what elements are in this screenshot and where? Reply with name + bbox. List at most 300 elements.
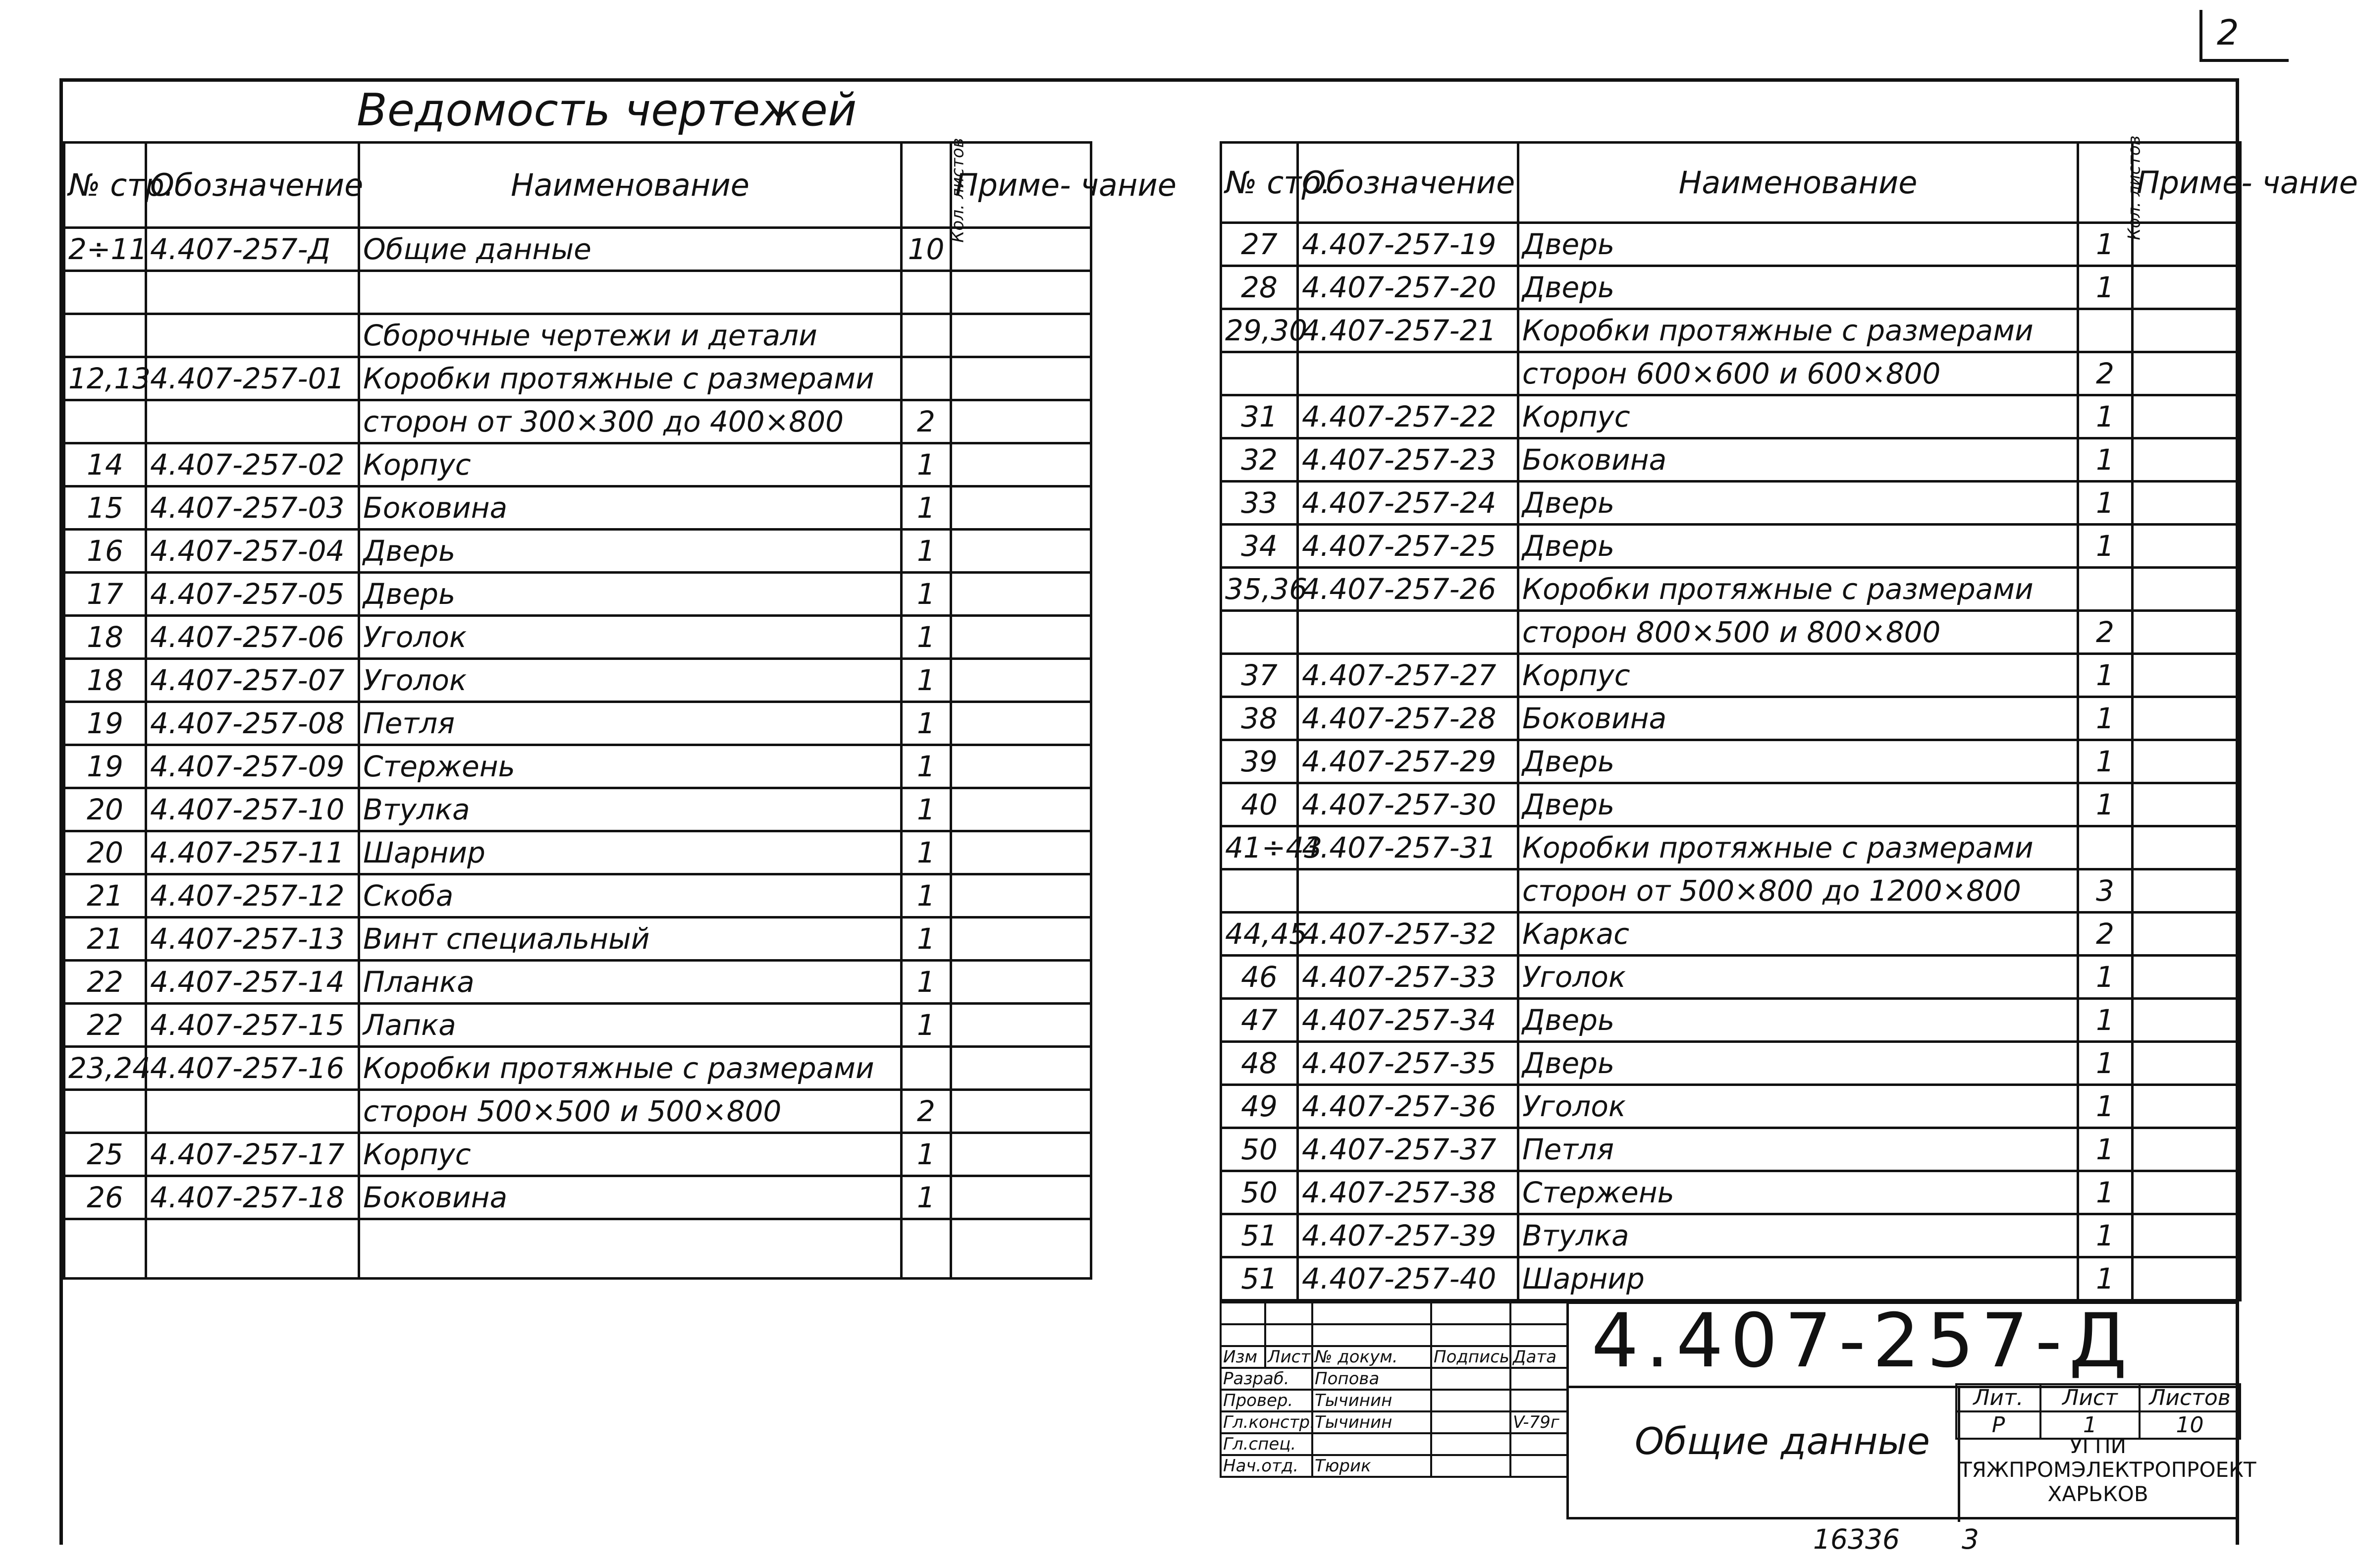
col-page: № стр. [64, 143, 146, 228]
table-row [1221, 482, 2241, 525]
table-row [64, 918, 1091, 961]
row-designation: 4.407-257-32 [1298, 913, 1518, 956]
table-row [1221, 740, 2241, 783]
row-sheets: 1 [902, 918, 951, 961]
row-name: Уголок [1518, 1085, 2078, 1128]
stamp-role: Провер. [1221, 1390, 1312, 1411]
stamp-change: Изм [1221, 1346, 1265, 1368]
table-row [1221, 1085, 2241, 1128]
row-designation: 4.407-257-14 [146, 961, 359, 1004]
row-designation: 4.407-257-01 [146, 357, 359, 400]
row-designation: 4.407-257-04 [146, 530, 359, 573]
row-note [951, 1004, 1091, 1047]
row-sheets: 1 [2078, 956, 2133, 999]
col-designation: Обозначение [146, 143, 359, 228]
row-page: 16 [64, 530, 146, 573]
row-note [2133, 697, 2241, 740]
table-row [1221, 568, 2241, 611]
row-sheets [2078, 309, 2133, 352]
row-designation: 4.407-257-24 [1298, 482, 1518, 525]
row-page: 44,45 [1221, 913, 1298, 956]
stamp-role-row [1221, 1455, 1567, 1477]
row-note [2133, 266, 2241, 309]
stage-label: Лит. [1956, 1384, 2040, 1411]
row-designation: 4.407-257-26 [1298, 568, 1518, 611]
row-sheets: 1 [902, 831, 951, 874]
row-note [2133, 999, 2241, 1042]
row-page [64, 271, 146, 314]
row-note [951, 1090, 1091, 1133]
table-row [64, 659, 1091, 702]
table-row [64, 228, 1091, 271]
row-sheets: 1 [2078, 697, 2133, 740]
row-note [951, 487, 1091, 530]
row-name: сторон 500×500 и 500×800 [359, 1090, 902, 1133]
row-note [951, 918, 1091, 961]
sheet-number-corner [2199, 10, 2289, 62]
table-row [1221, 223, 2241, 266]
row-note [951, 831, 1091, 874]
stamp-date-cell: V-79г [1510, 1411, 1567, 1433]
row-page: 22 [64, 1004, 146, 1047]
row-sheets: 1 [902, 745, 951, 788]
row-page: 18 [64, 659, 146, 702]
row-note [951, 961, 1091, 1004]
stamp-date-cell [1510, 1455, 1567, 1477]
row-note [2133, 395, 2241, 438]
table-row [1221, 1257, 2241, 1300]
drawings-table-left [63, 138, 1177, 1280]
row-note [951, 874, 1091, 918]
row-sheets: 2 [902, 1090, 951, 1133]
row-name: Дверь [359, 573, 902, 616]
row-page: 29,30 [1221, 309, 1298, 352]
stamp-blank-row [1221, 1302, 1567, 1324]
row-designation: 4.407-257-39 [1298, 1214, 1518, 1257]
row-note [2133, 1128, 2241, 1171]
row-page [1221, 869, 1298, 913]
row-note [951, 271, 1091, 314]
row-designation: 4.407-257-11 [146, 831, 359, 874]
row-page: 49 [1221, 1085, 1298, 1128]
row-sheets: 1 [2078, 395, 2133, 438]
row-name: Шарнир [359, 831, 902, 874]
table-row [64, 788, 1091, 831]
row-designation: 4.407-257-02 [146, 443, 359, 487]
row-sheets: 2 [2078, 352, 2133, 395]
row-note [2133, 913, 2241, 956]
col-sheets: Кол. листов [902, 143, 951, 228]
stamp-signature-cell [1431, 1390, 1510, 1411]
row-sheets: 1 [902, 788, 951, 831]
col-page: № стр. [1221, 143, 1298, 223]
drawings-table-right [1220, 135, 2358, 1301]
stage-value: Р [1956, 1411, 2040, 1439]
stamp-role-row [1221, 1390, 1567, 1411]
col-note: Приме- чание [951, 143, 1091, 228]
row-designation: 4.407-257-23 [1298, 438, 1518, 482]
row-designation: 4.407-257-29 [1298, 740, 1518, 783]
stamp-header-row [1221, 1346, 1567, 1368]
stamp-signature: Подпись [1431, 1346, 1510, 1368]
row-name: Шарнир [1518, 1257, 2078, 1300]
row-sheets: 1 [902, 1176, 951, 1219]
row-name: Боковина [1518, 438, 2078, 482]
row-designation [1298, 869, 1518, 913]
stamp-date: Дата [1510, 1346, 1567, 1368]
row-designation [1298, 352, 1518, 395]
document-name: Общие данные [1635, 1419, 1930, 1463]
row-sheets: 1 [902, 1004, 951, 1047]
row-note [2133, 438, 2241, 482]
row-designation: 4.407-257-34 [1298, 999, 1518, 1042]
table-row [1221, 1171, 2241, 1214]
row-designation: 4.407-257-17 [146, 1133, 359, 1176]
stamp-date-cell [1510, 1368, 1567, 1390]
stage-table [1955, 1383, 2241, 1440]
row-sheets: 2 [2078, 913, 2133, 956]
row-sheets: 1 [902, 659, 951, 702]
row-note [951, 702, 1091, 745]
row-designation: 4.407-257-33 [1298, 956, 1518, 999]
row-name: Боковина [359, 1176, 902, 1219]
row-designation [146, 400, 359, 443]
table-row [1221, 1214, 2241, 1257]
table-row [1221, 869, 2241, 913]
table-row [64, 745, 1091, 788]
row-designation [1298, 611, 1518, 654]
row-sheets: 1 [2078, 1214, 2133, 1257]
row-sheets: 1 [902, 702, 951, 745]
row-page: 40 [1221, 783, 1298, 826]
row-name: Корпус [359, 443, 902, 487]
row-note [951, 616, 1091, 659]
row-sheets [2078, 826, 2133, 869]
row-note [951, 1176, 1091, 1219]
table-row-empty [64, 1219, 1091, 1279]
table-row [64, 487, 1091, 530]
row-note [2133, 1085, 2241, 1128]
organization-name: УГПИ ТЯЖПРОМЭЛЕКТРОПРОЕКТ ХАРЬКОВ [1959, 1434, 2256, 1506]
row-designation: 4.407-257-20 [1298, 266, 1518, 309]
stamp-role-row [1221, 1411, 1567, 1433]
row-page: 26 [64, 1176, 146, 1219]
row-designation: 4.407-257-06 [146, 616, 359, 659]
row-designation: 4.407-257-22 [1298, 395, 1518, 438]
row-name: Коробки протяжные с размерами [1518, 826, 2078, 869]
row-note [2133, 740, 2241, 783]
row-note [2133, 223, 2241, 266]
table-row [1221, 913, 2241, 956]
row-page: 51 [1221, 1257, 1298, 1300]
row-page: 32 [1221, 438, 1298, 482]
table-row [1221, 826, 2241, 869]
row-sheets: 1 [2078, 223, 2133, 266]
col-sheets: Кол. листов [2078, 143, 2133, 223]
table-row [1221, 309, 2241, 352]
row-sheets [902, 357, 951, 400]
row-page: 33 [1221, 482, 1298, 525]
stamp-role: Разраб. [1221, 1368, 1312, 1390]
row-note [2133, 568, 2241, 611]
row-name: Корпус [359, 1133, 902, 1176]
table-row [1221, 611, 2241, 654]
row-designation [146, 314, 359, 357]
row-name: Дверь [1518, 482, 2078, 525]
row-page: 15 [64, 487, 146, 530]
row-name: Дверь [1518, 223, 2078, 266]
row-sheets: 1 [2078, 740, 2133, 783]
table-row [64, 400, 1091, 443]
row-sheets: 1 [902, 616, 951, 659]
row-note [951, 314, 1091, 357]
stamp-role-row [1221, 1368, 1567, 1390]
table-row [64, 702, 1091, 745]
table-row [1221, 525, 2241, 568]
row-sheets: 1 [2078, 266, 2133, 309]
table-row [64, 357, 1091, 400]
row-designation: 4.407-257-08 [146, 702, 359, 745]
table-row [1221, 266, 2241, 309]
row-sheets: 1 [902, 1133, 951, 1176]
row-note [2133, 869, 2241, 913]
row-note [951, 357, 1091, 400]
row-name: Стержень [1518, 1171, 2078, 1214]
sheet-label: Лист [2040, 1384, 2140, 1411]
row-name: Втулка [359, 788, 902, 831]
table-row [1221, 654, 2241, 697]
row-name: Коробки протяжные с размерами [1518, 309, 2078, 352]
table-row [64, 874, 1091, 918]
table-row [64, 530, 1091, 573]
table-row [1221, 1042, 2241, 1085]
stamp-role: Нач.отд. [1221, 1455, 1312, 1477]
stamp-blank-row [1221, 1324, 1567, 1346]
table-row [1221, 999, 2241, 1042]
row-page [64, 314, 146, 357]
row-name: Сборочные чертежи и детали [359, 314, 902, 357]
row-name: Коробки протяжные с размерами [1518, 568, 2078, 611]
row-page: 17 [64, 573, 146, 616]
row-page: 27 [1221, 223, 1298, 266]
row-name: Дверь [1518, 783, 2078, 826]
row-sheets: 10 [902, 228, 951, 271]
row-name: Коробки протяжные с размерами [359, 357, 902, 400]
row-sheets [902, 1047, 951, 1090]
table-row [64, 443, 1091, 487]
row-designation: 4.407-257-07 [146, 659, 359, 702]
row-name: Корпус [1518, 395, 2078, 438]
row-designation: 4.407-257-13 [146, 918, 359, 961]
row-sheets: 1 [2078, 1128, 2133, 1171]
stamp-role: Гл.спец. [1221, 1433, 1312, 1455]
row-note [951, 1047, 1091, 1090]
table-row [1221, 352, 2241, 395]
row-name: Дверь [359, 530, 902, 573]
row-name: сторон 600×600 и 600×800 [1518, 352, 2078, 395]
row-name: Уголок [359, 616, 902, 659]
row-note [951, 1133, 1091, 1176]
stamp-person: Тюрик [1312, 1455, 1431, 1477]
row-page: 38 [1221, 697, 1298, 740]
stamp-signature-grid [1220, 1301, 1568, 1478]
row-note [951, 228, 1091, 271]
row-sheets: 1 [902, 874, 951, 918]
row-sheets: 1 [2078, 1085, 2133, 1128]
row-page: 35,36 [1221, 568, 1298, 611]
table-row [1221, 783, 2241, 826]
row-designation: 4.407-257-37 [1298, 1128, 1518, 1171]
row-page [64, 1090, 146, 1133]
stamp-signature-cell [1431, 1411, 1510, 1433]
row-designation: 4.407-257-31 [1298, 826, 1518, 869]
stamp-date-cell [1510, 1433, 1567, 1455]
row-name: Дверь [1518, 740, 2078, 783]
row-designation: 4.407-257-40 [1298, 1257, 1518, 1300]
row-designation [146, 1090, 359, 1133]
row-note [951, 443, 1091, 487]
row-sheets: 1 [902, 961, 951, 1004]
table-row [64, 616, 1091, 659]
row-name [359, 271, 902, 314]
row-name: Планка [359, 961, 902, 1004]
row-page: 22 [64, 961, 146, 1004]
row-note [951, 530, 1091, 573]
table-row [1221, 956, 2241, 999]
row-sheets: 1 [2078, 438, 2133, 482]
row-designation: 4.407-257-21 [1298, 309, 1518, 352]
row-page [64, 400, 146, 443]
row-page: 28 [1221, 266, 1298, 309]
row-designation: 4.407-257-09 [146, 745, 359, 788]
row-note [2133, 783, 2241, 826]
row-name: Петля [359, 702, 902, 745]
stamp-sheet: Лист [1265, 1346, 1312, 1368]
table-row [1221, 438, 2241, 482]
row-name: Дверь [1518, 999, 2078, 1042]
row-page: 46 [1221, 956, 1298, 999]
row-sheets [2078, 568, 2133, 611]
row-name: Винт специальный [359, 918, 902, 961]
stamp-person [1312, 1433, 1431, 1455]
row-note [951, 745, 1091, 788]
table-row [64, 271, 1091, 314]
row-page: 47 [1221, 999, 1298, 1042]
stamp-signature-cell [1431, 1455, 1510, 1477]
stamp-date-cell [1510, 1390, 1567, 1411]
row-page: 2÷11 [64, 228, 146, 271]
table-row [1221, 1128, 2241, 1171]
row-sheets [902, 271, 951, 314]
row-sheets: 1 [2078, 783, 2133, 826]
row-designation: 4.407-257-35 [1298, 1042, 1518, 1085]
table-row [64, 1047, 1091, 1090]
row-sheets: 1 [902, 530, 951, 573]
table-row [64, 1004, 1091, 1047]
row-sheets: 2 [2078, 611, 2133, 654]
col-note: Приме- чание [2133, 143, 2241, 223]
row-designation: 4.407-257-05 [146, 573, 359, 616]
row-note [2133, 309, 2241, 352]
row-sheets: 1 [902, 487, 951, 530]
stamp-doc-no: № докум. [1312, 1346, 1431, 1368]
row-name: Лапка [359, 1004, 902, 1047]
row-name: Боковина [359, 487, 902, 530]
row-name: Дверь [1518, 266, 2078, 309]
row-designation: 4.407-257-18 [146, 1176, 359, 1219]
row-note [2133, 611, 2241, 654]
row-sheets: 3 [2078, 869, 2133, 913]
row-designation: 4.407-257-Д [146, 228, 359, 271]
row-page: 12,13 [64, 357, 146, 400]
table-row [1221, 395, 2241, 438]
sheet-number: 2 [2217, 12, 2239, 53]
row-designation: 4.407-257-12 [146, 874, 359, 918]
row-designation: 4.407-257-19 [1298, 223, 1518, 266]
col-designation: Обозначение [1298, 143, 1518, 223]
stamp-person: Попова [1312, 1368, 1431, 1390]
row-note [2133, 352, 2241, 395]
table-row [64, 1090, 1091, 1133]
row-designation: 4.407-257-25 [1298, 525, 1518, 568]
row-name: Корпус [1518, 654, 2078, 697]
row-page: 31 [1221, 395, 1298, 438]
row-note [951, 788, 1091, 831]
col-name: Наименование [359, 143, 902, 228]
row-page: 21 [64, 874, 146, 918]
row-name: Стержень [359, 745, 902, 788]
table-row [1221, 697, 2241, 740]
row-page: 20 [64, 788, 146, 831]
row-note [2133, 1042, 2241, 1085]
row-page: 39 [1221, 740, 1298, 783]
row-page: 34 [1221, 525, 1298, 568]
row-sheets: 1 [2078, 525, 2133, 568]
row-name: Дверь [1518, 1042, 2078, 1085]
row-designation: 4.407-257-15 [146, 1004, 359, 1047]
row-name: Уголок [359, 659, 902, 702]
row-name: сторон 800×500 и 800×800 [1518, 611, 2078, 654]
stamp-role: Гл.констр. [1221, 1411, 1312, 1433]
row-name: сторон от 300×300 до 400×800 [359, 400, 902, 443]
table-header [1221, 143, 2241, 223]
row-note [2133, 525, 2241, 568]
row-designation: 4.407-257-38 [1298, 1171, 1518, 1214]
table-row [64, 831, 1091, 874]
row-sheets: 1 [902, 443, 951, 487]
table-header [64, 143, 1091, 228]
stamp-signature-cell [1431, 1368, 1510, 1390]
row-page: 41÷43 [1221, 826, 1298, 869]
row-note [951, 573, 1091, 616]
row-sheets: 2 [902, 400, 951, 443]
document-code: 4.407-257-Д [1591, 1298, 2134, 1384]
row-name: Петля [1518, 1128, 2078, 1171]
row-page: 25 [64, 1133, 146, 1176]
row-note [2133, 1171, 2241, 1214]
stamp-role-row [1221, 1433, 1567, 1455]
row-sheets: 1 [2078, 1171, 2133, 1214]
stamp-person: Тычинин [1312, 1390, 1431, 1411]
row-page: 21 [64, 918, 146, 961]
row-page: 37 [1221, 654, 1298, 697]
row-note [2133, 1214, 2241, 1257]
row-sheets [902, 314, 951, 357]
row-designation: 4.407-257-36 [1298, 1085, 1518, 1128]
row-designation: 4.407-257-27 [1298, 654, 1518, 697]
row-sheets: 1 [902, 573, 951, 616]
row-name: Дверь [1518, 525, 2078, 568]
